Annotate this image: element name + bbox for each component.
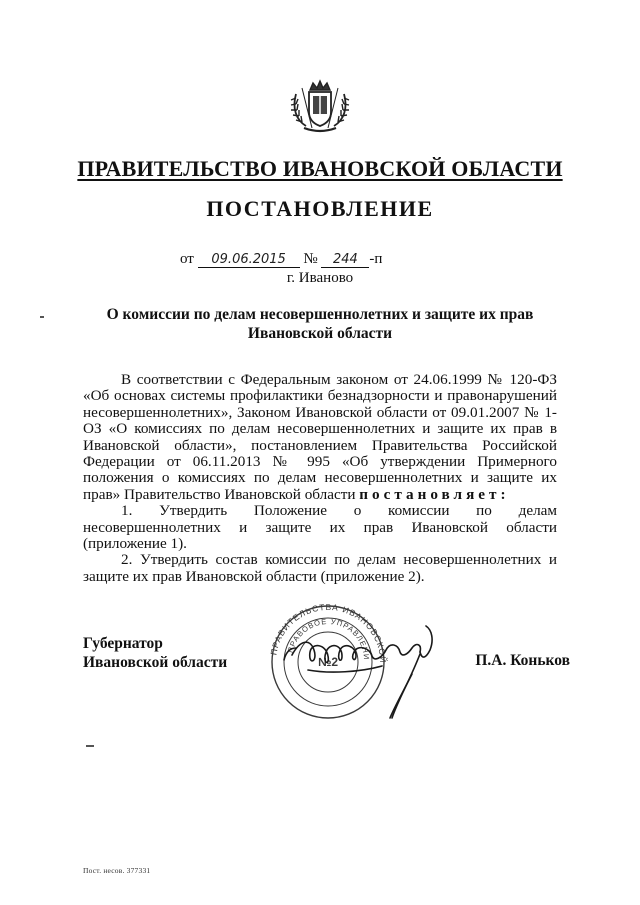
number-suffix: -п: [369, 251, 383, 267]
city: г. Иваново: [286, 270, 354, 286]
coat-of-arms-icon: [282, 78, 358, 136]
item-2: 2. Утвердить состав комиссии по делам несовершеннолетних и защите их прав Ивановской области (приложение 2).: [83, 551, 557, 585]
subject-line-2: Ивановской области: [247, 325, 393, 342]
number-sign: №: [303, 251, 318, 267]
item-1: 1. Утвердить Положение о комиссии по делам несовершеннолетних и защите их прав Ивановской области (приложение 1).: [83, 502, 557, 553]
stamp-outer-text: ПРАВИТЕЛЬСТВА ИВАНОВСКОЙ: [268, 601, 389, 664]
signer-name: П.А. Коньков: [475, 652, 570, 669]
document-date: 09.06.2015: [198, 253, 300, 268]
footer-note: Пост. несов. 377331: [83, 866, 151, 875]
preamble-paragraph: [83, 372, 557, 503]
subject-line-1: О комиссии по делам несовершеннолетних и защите их прав: [106, 306, 534, 323]
signer-title-line-1: Губернатор: [83, 635, 163, 652]
margin-mark-bottom: [86, 745, 94, 747]
handwritten-signature: [270, 600, 450, 725]
signer-title: [83, 634, 283, 672]
signer-title-line-2: Ивановской области: [83, 654, 228, 671]
registration-line: [180, 251, 480, 268]
preamble-text: В соответствии с Федеральным законом от 24.06.1999 № 120-ФЗ «Об основах системы профилактики безнадзорности и правонарушений несовершеннолетних», Законом Ивановской области от 09.01.2007 № 1-ОЗ «О комиссиях по делам несовершеннолетних и защите их прав в Ивановской области», постановлением Правительства Российской Федерации от 06.11.2013 № 995 «Об утверждении Примерного положения о комиссиях по делам несовершеннолетних и защите их прав» Правительство Ивановской области: [83, 371, 557, 503]
document-type-title: ПОСТАНОВЛЕНИЕ: [206, 196, 434, 221]
organization-title: ПРАВИТЕЛЬСТВО ИВАНОВСКОЙ ОБЛАСТИ: [77, 156, 563, 181]
document-subject: [80, 305, 560, 343]
margin-mark: [40, 316, 44, 318]
decree-word: постановляет:: [359, 485, 510, 503]
document-number: 244: [321, 253, 369, 268]
document-body: [83, 372, 557, 585]
stamp-center-text: №2: [317, 655, 339, 669]
date-prefix: от: [180, 251, 194, 267]
stamp-inner-text: ПРАВОВОЕ УПРАВЛЕНИ: [285, 616, 372, 661]
